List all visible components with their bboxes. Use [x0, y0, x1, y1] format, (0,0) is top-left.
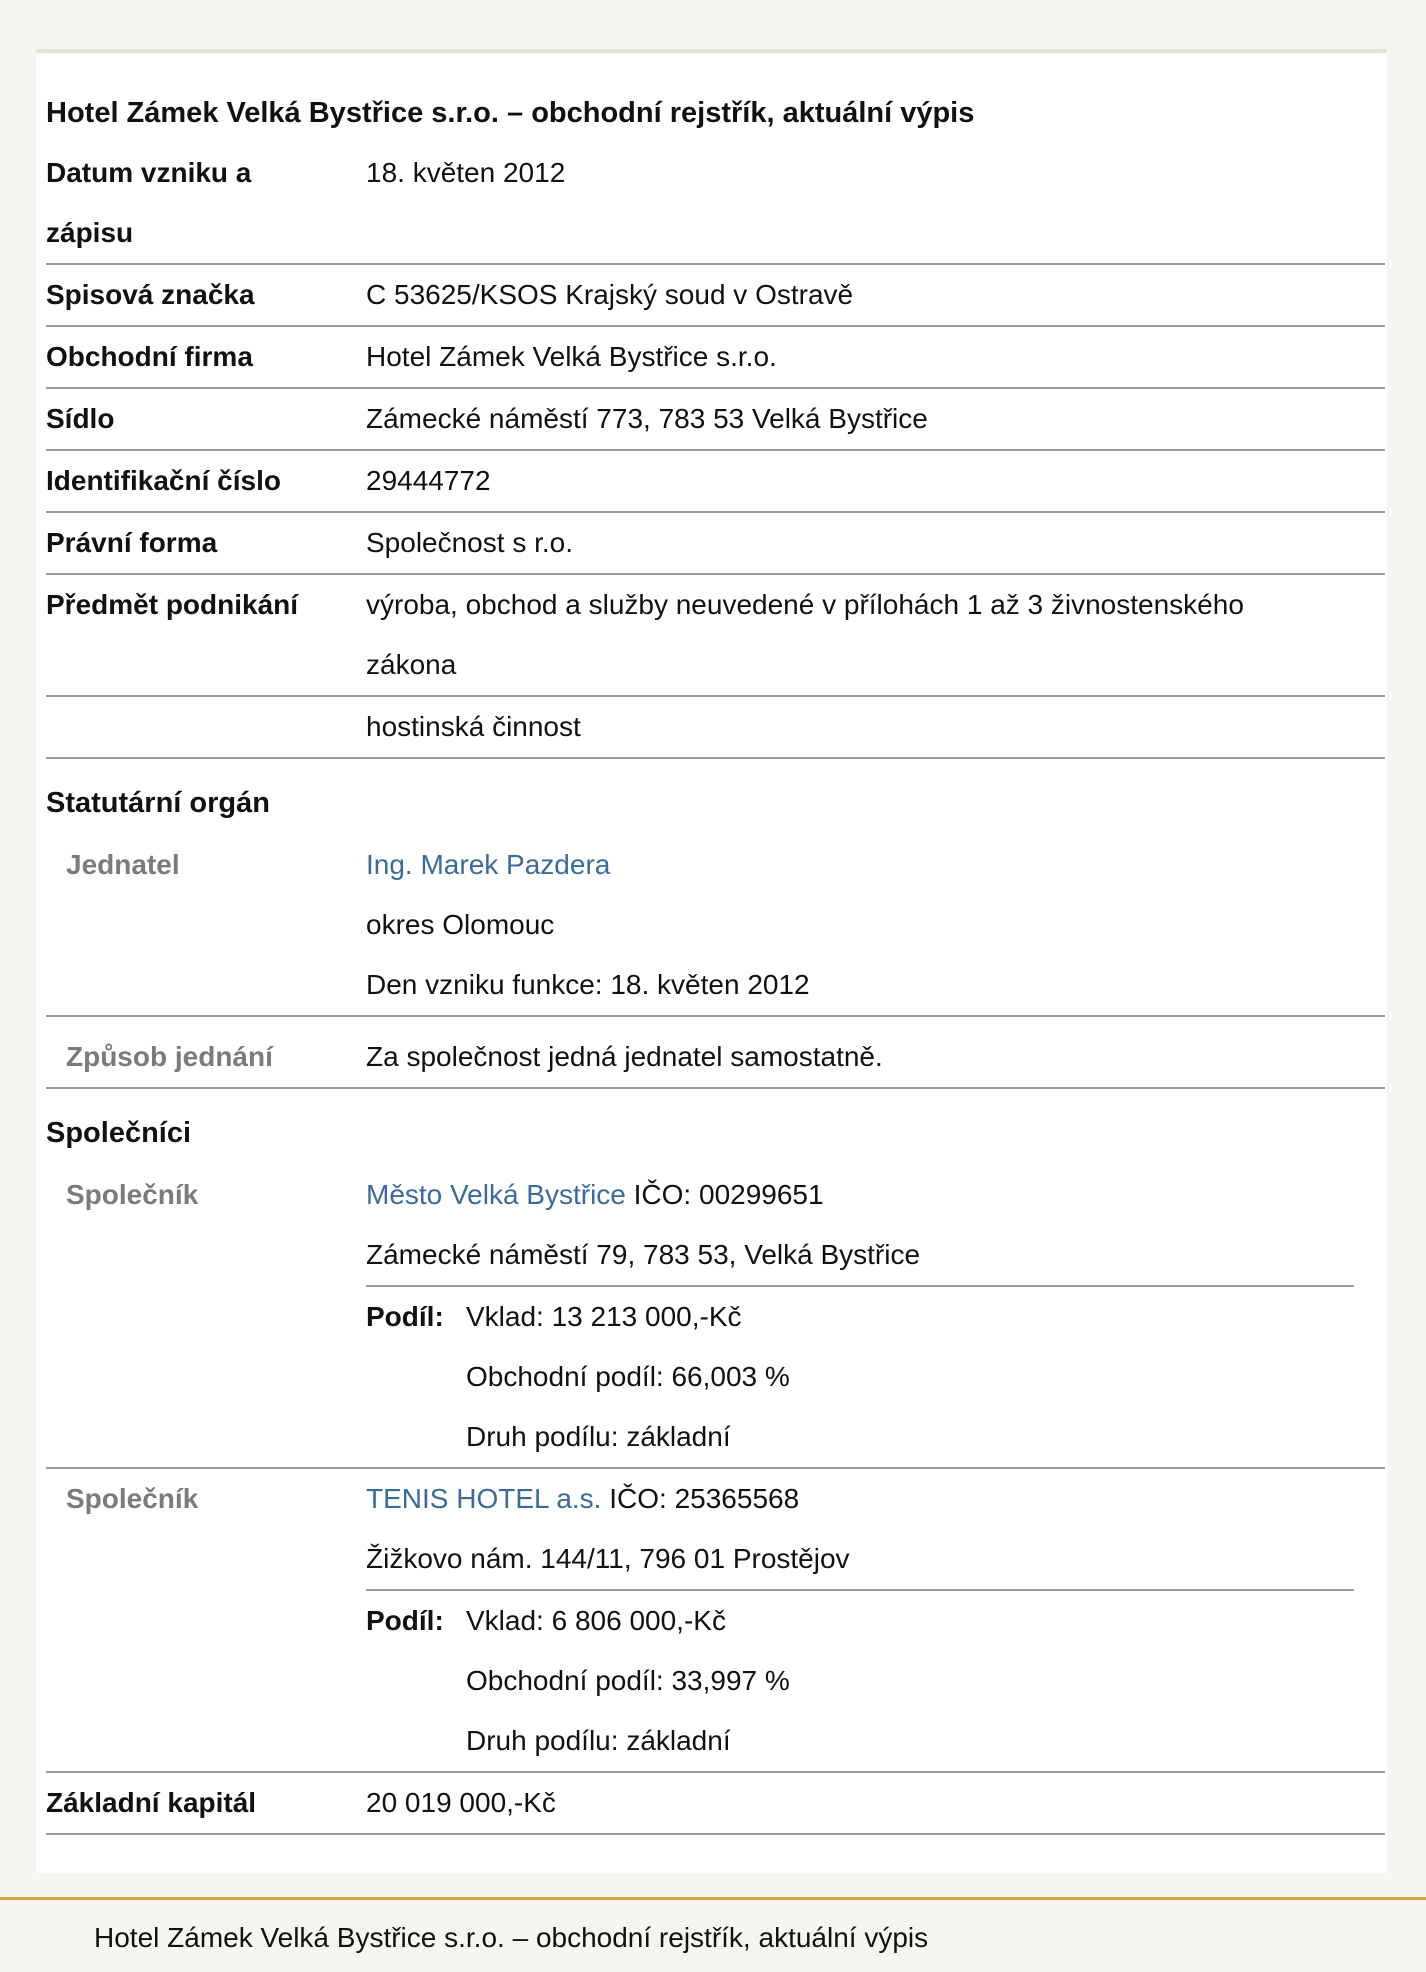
partner-name-line — [366, 1469, 1385, 1529]
share-druh: Druh podílu: základní — [466, 1421, 731, 1452]
share-block — [366, 1285, 1354, 1467]
row-spisova-znacka — [46, 265, 1385, 327]
row-label: Základní kapitál — [46, 1787, 257, 1818]
partner-address: Žižkovo nám. 144/11, 796 01 Prostějov — [366, 1543, 850, 1574]
section-heading-spolecnici: Společníci — [46, 1117, 192, 1149]
row-value: Zámecké náměstí 773, 783 53 Velká Bystřice — [366, 403, 928, 434]
row-value: hostinská činnost — [366, 711, 581, 742]
row-value — [366, 1469, 1385, 1771]
vznik-funkce-text: Den vzniku funkce: 18. květen 2012 — [366, 969, 810, 1000]
share-obchodni-podil: Obchodní podíl: 33,997 % — [466, 1665, 790, 1696]
share-vklad: Vklad: 6 806 000,-Kč — [466, 1605, 726, 1636]
row-jednatel — [46, 835, 1385, 1017]
share-values — [466, 1591, 1354, 1771]
partner-address: Zámecké náměstí 79, 783 53, Velká Bystřice — [366, 1239, 921, 1270]
row-label-empty — [46, 697, 366, 757]
row-pravni-forma — [46, 513, 1385, 575]
row-sidlo — [46, 389, 1385, 451]
row-datum-vzniku — [46, 143, 1385, 265]
row-value: 29444772 — [366, 465, 491, 496]
okres-text: okres Olomouc — [366, 909, 555, 940]
row-zakladni-kapital — [46, 1773, 1385, 1835]
partner-link[interactable]: Město Velká Bystřice — [366, 1179, 626, 1210]
partner-ico: IČO: 00299651 — [625, 1179, 824, 1210]
footer — [0, 1897, 1426, 1953]
row-value — [366, 575, 1385, 695]
row-label: Společník — [66, 1179, 199, 1210]
share-label: Podíl: — [366, 1301, 444, 1332]
person-link[interactable]: Ing. Marek Pazdera — [366, 849, 611, 880]
share-obchodni-podil: Obchodní podíl: 66,003 % — [466, 1361, 790, 1392]
register-extract — [46, 95, 1385, 1835]
row-value: 20 019 000,-Kč — [366, 1787, 556, 1818]
page-title: Hotel Zámek Velká Bystřice s.r.o. – obchodní rejstřík, aktuální výpis — [46, 97, 975, 129]
row-value: C 53625/KSOS Krajský soud v Ostravě — [366, 279, 854, 310]
row-value: Za společnost jedná jednatel samostatně. — [366, 1041, 883, 1072]
footer-text: Hotel Zámek Velká Bystřice s.r.o. – obchodní rejstřík, aktuální výpis — [94, 1922, 929, 1953]
row-label: Společník — [66, 1483, 199, 1514]
row-label: Obchodní firma — [46, 341, 253, 372]
row-obchodni-firma — [46, 327, 1385, 389]
row-label: Jednatel — [66, 849, 180, 880]
partner-name-line — [366, 1165, 1385, 1225]
row-label: Spisová značka — [46, 279, 255, 310]
partner-ico: IČO: 25365568 — [601, 1483, 800, 1514]
content-panel — [36, 49, 1387, 1873]
share-druh: Druh podílu: základní — [466, 1725, 731, 1756]
row-label — [46, 143, 366, 263]
section-heading-statutarni: Statutární orgán — [46, 787, 270, 819]
row-value: Společnost s r.o. — [366, 527, 574, 558]
partner-link[interactable]: TENIS HOTEL a.s. — [366, 1483, 602, 1514]
label-line: zápisu — [46, 217, 134, 248]
row-label: Způsob jednání — [66, 1041, 273, 1072]
row-label: Sídlo — [46, 403, 115, 434]
row-predmet-podnikani — [46, 575, 1385, 697]
row-identifikacni-cislo — [46, 451, 1385, 513]
row-zpusob-jednani — [46, 1017, 1385, 1089]
row-value — [366, 835, 1385, 1015]
row-spolecnik — [46, 1165, 1385, 1469]
row-label: Identifikační číslo — [46, 465, 281, 496]
share-vklad: Vklad: 13 213 000,-Kč — [466, 1301, 742, 1332]
row-label: Právní forma — [46, 527, 218, 558]
row-value: Hotel Zámek Velká Bystřice s.r.o. — [366, 341, 777, 372]
row-spolecnik — [46, 1469, 1385, 1773]
row-value — [366, 1165, 1385, 1467]
share-values — [466, 1287, 1354, 1467]
share-label: Podíl: — [366, 1605, 444, 1636]
value-line: zákona — [366, 649, 457, 680]
row-label: Předmět podnikání — [46, 589, 299, 620]
row-predmet-podnikani-2 — [46, 697, 1385, 759]
share-block — [366, 1589, 1354, 1771]
label-line: Datum vzniku a — [46, 157, 252, 188]
value-line: výroba, obchod a služby neuvedené v přílohách 1 až 3 živnostenského — [366, 589, 1244, 620]
row-value: 18. květen 2012 — [366, 157, 566, 188]
